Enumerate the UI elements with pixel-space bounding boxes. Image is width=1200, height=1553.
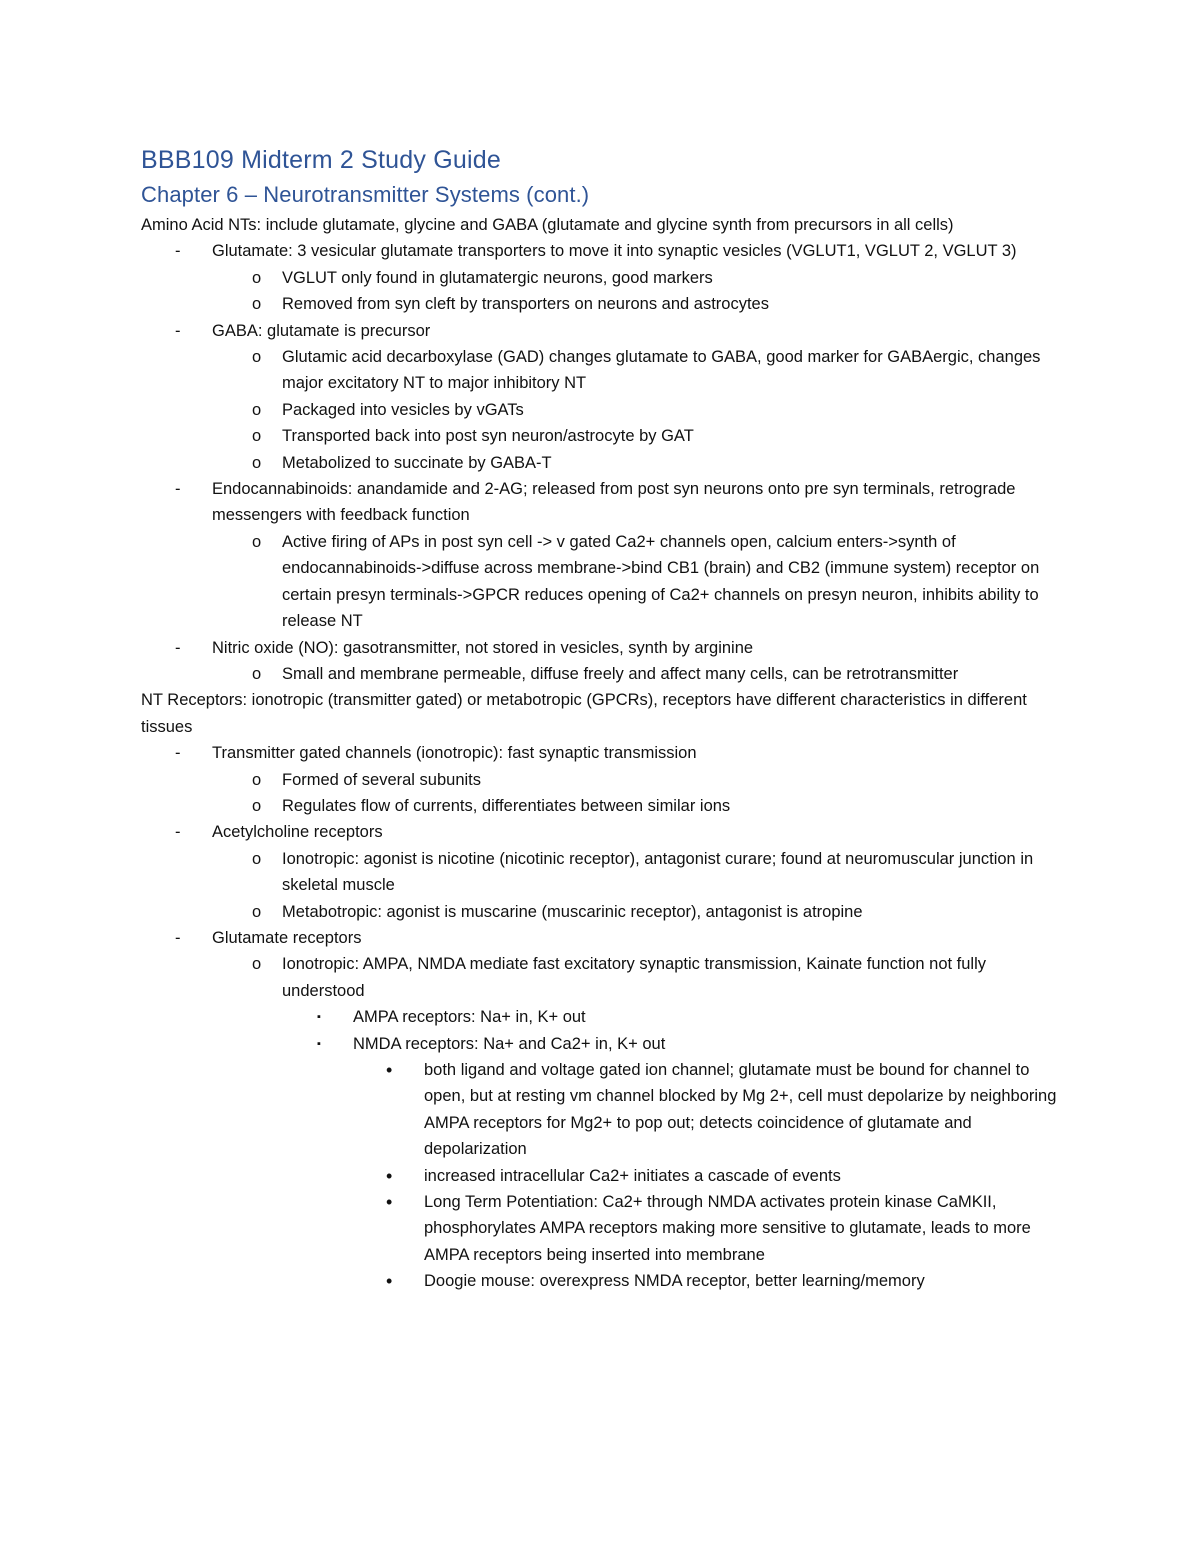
list-item-text: Formed of several subunits [282, 770, 482, 789]
list-item-glu-receptors [141, 925, 1066, 951]
list-item-text: AMPA receptors: Na+ in, K+ out [353, 1008, 586, 1027]
list-item-ampa [141, 1004, 1066, 1030]
list-item-vglut-only [141, 265, 1066, 291]
list-item-text: Doogie mouse: overexpress NMDA receptor, better learning/memory [424, 1272, 925, 1291]
circle-marker: o [252, 796, 262, 815]
list-item-ligand-voltage [141, 1057, 1066, 1163]
list-item-glu-ionotropic [141, 951, 1066, 1004]
list-item-transmitter-gated [141, 740, 1066, 766]
circle-marker: o [252, 427, 262, 446]
circle-marker: o [252, 268, 262, 287]
circle-marker: o [252, 664, 262, 683]
list-item-text: Packaged into vesicles by vGATs [282, 400, 524, 419]
dash-marker: - [175, 823, 181, 842]
list-item-ltp [141, 1189, 1066, 1268]
list-item-active-firing [141, 529, 1066, 635]
bullet-marker: • [386, 1271, 393, 1292]
list-item-ach-metabotropic [141, 899, 1066, 925]
list-item-nmda [141, 1031, 1066, 1057]
list-item-doogie [141, 1268, 1066, 1294]
dash-marker: - [175, 321, 181, 340]
list-item-ach-receptors [141, 819, 1066, 845]
circle-marker: o [252, 902, 262, 921]
list-item-nitric-oxide [141, 635, 1066, 661]
list-item-text: Small and membrane permeable, diffuse freely and affect many cells, can be retrotransmitter [282, 664, 959, 683]
list-item-regulates [141, 793, 1066, 819]
list-item-text: Ionotropic: agonist is nicotine (nicotinic receptor), antagonist curare; found at neuromuscular junction in skeletal muscle [282, 849, 1034, 895]
list-item-gad [141, 344, 1066, 397]
circle-marker: o [252, 849, 262, 868]
bullet-marker: • [386, 1060, 393, 1080]
dash-marker: - [175, 480, 181, 499]
list-item-text: Active firing of APs in post syn cell -> v gated Ca2+ channels open, calcium enters->synth of endocannabinoids->diffuse across membrane->bind CB1 (brain) and CB2 (immune system) receptor on certain presyn terminals->GPCR reduces opening of Ca2+ channels on presyn neuron, inhibits ability to release NT [282, 532, 1040, 631]
list-item-text: Transported back into post syn neuron/astrocyte by GAT [282, 427, 694, 446]
document-page [141, 142, 1066, 1295]
list-item-text: Nitric oxide (NO): gasotransmitter, not stored in vesicles, synth by arginine [212, 638, 754, 657]
circle-marker: o [252, 348, 262, 367]
list-item-text: Acetylcholine receptors [212, 823, 383, 842]
chapter-heading: Chapter 6 – Neurotransmitter Systems (cont.) [141, 182, 590, 207]
circle-marker: o [252, 955, 262, 974]
list-item-text: Regulates flow of currents, differentiates between similar ions [282, 796, 731, 815]
dash-marker: - [175, 744, 181, 763]
list-item-text: Metabolized to succinate by GABA-T [282, 453, 552, 472]
list-item-text: Metabotropic: agonist is muscarine (muscarinic receptor), antagonist is atropine [282, 902, 863, 921]
list-item-glutamate [141, 238, 1066, 264]
document-title: BBB109 Midterm 2 Study Guide [141, 146, 501, 174]
list-item-text: increased intracellular Ca2+ initiates a cascade of events [424, 1166, 841, 1185]
list-item-small-membrane [141, 661, 1066, 687]
list-item-text: VGLUT only found in glutamatergic neurons, good markers [282, 268, 713, 287]
dash-marker: - [175, 638, 181, 657]
nt-receptors-paragraph: NT Receptors: ionotropic (transmitter gated) or metabotropic (GPCRs), receptors have different characteristics in different tissues [141, 691, 1027, 736]
bullet-marker: • [386, 1165, 393, 1186]
list-item-text: Ionotropic: AMPA, NMDA mediate fast excitatory synaptic transmission, Kainate function not fully understood [282, 955, 987, 1000]
list-item-transported [141, 423, 1066, 449]
list-item-ach-ionotropic [141, 846, 1066, 899]
list-item-removed [141, 291, 1066, 317]
list-item-text: Removed from syn cleft by transporters on neurons and astrocytes [282, 295, 769, 314]
list-item-text: Glutamate: 3 vesicular glutamate transporters to move it into synaptic vesicles (VGLUT1, VGLUT 2, VGLUT 3) [212, 242, 1017, 261]
list-item-packaged [141, 397, 1066, 423]
amino-acid-paragraph: Amino Acid NTs: include glutamate, glycine and GABA (glutamate and glycine synth from precursors in all cells) [141, 216, 954, 234]
list-item-text: Glutamate receptors [212, 928, 362, 947]
list-item-gaba [141, 318, 1066, 344]
list-item-text: Endocannabinoids: anandamide and 2-AG; released from post syn neurons onto pre syn terminals, retrograde messengers with feedback function [212, 480, 1016, 525]
circle-marker: o [252, 770, 262, 789]
list-item-increased-ca [141, 1163, 1066, 1189]
circle-marker: o [252, 453, 262, 472]
list-item-endocannabinoids [141, 476, 1066, 529]
circle-marker: o [252, 532, 262, 551]
bullet-marker: • [386, 1192, 393, 1213]
list-item-text: both ligand and voltage gated ion channel; glutamate must be bound for channel to open, but at resting vm channel blocked by Mg 2+, cell must depolarize by neighboring AMPA receptors for Mg2+ to pop out; detects coincidence of glutamate and depolarization [424, 1061, 1057, 1159]
list-item-text: Long Term Potentiation: Ca2+ through NMDA activates protein kinase CaMKII, phosphorylates AMPA receptors making more sensitive to glutamate, leads to more AMPA receptors being inserted into membrane [424, 1193, 1031, 1264]
square-bullet-marker: ▪ [317, 1037, 321, 1050]
list-item-formed [141, 767, 1066, 793]
list-item-text: NMDA receptors: Na+ and Ca2+ in, K+ out [353, 1034, 666, 1053]
list-item-text: Transmitter gated channels (ionotropic): fast synaptic transmission [212, 744, 697, 763]
list-item-text: Glutamic acid decarboxylase (GAD) changes glutamate to GABA, good marker for GABAergic, changes major excitatory NT to major inhibitory NT [282, 348, 1041, 393]
circle-marker: o [252, 400, 262, 419]
dash-marker: - [175, 928, 181, 947]
dash-marker: - [175, 242, 181, 261]
circle-marker: o [252, 295, 262, 314]
list-item-text: GABA: glutamate is precursor [212, 321, 431, 340]
square-bullet-marker: ▪ [317, 1011, 321, 1024]
list-item-metabolized [141, 450, 1066, 476]
